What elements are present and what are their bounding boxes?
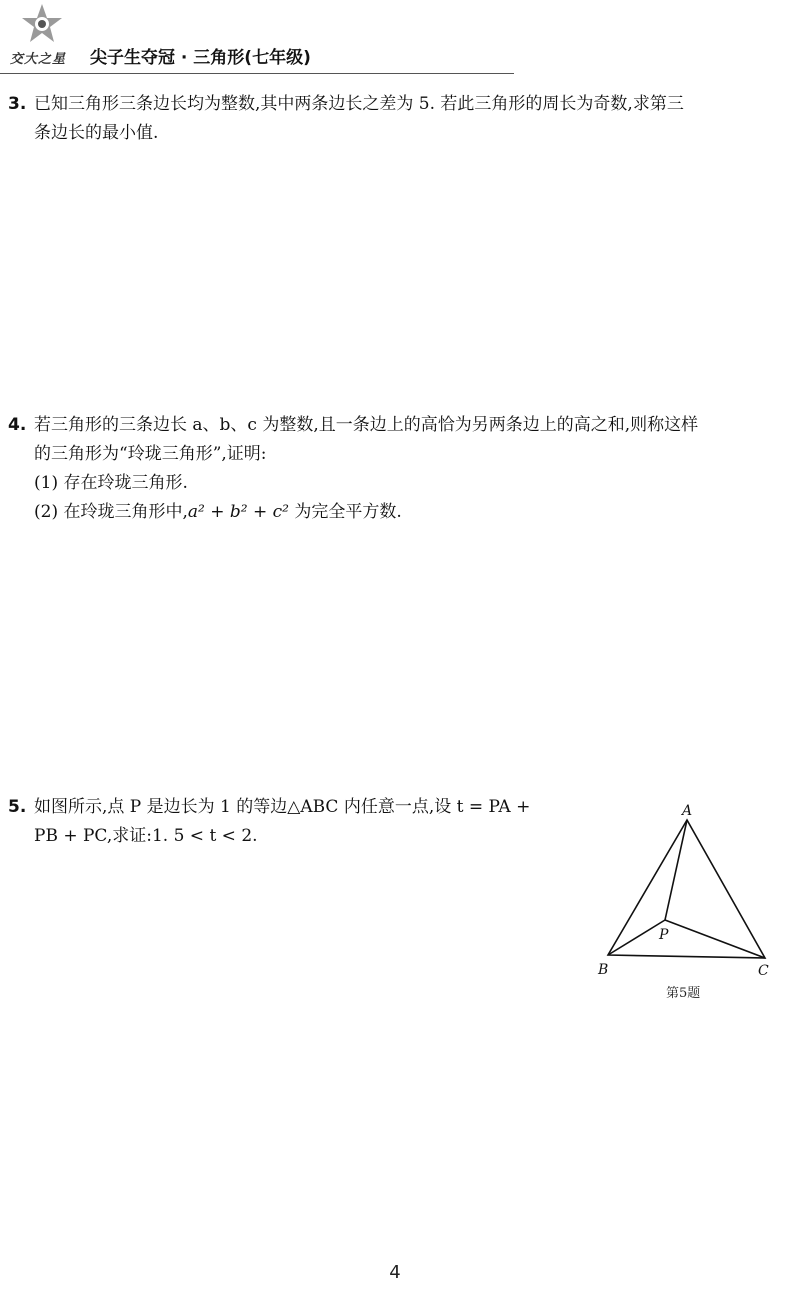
problem-4-part-2 bbox=[8, 498, 698, 527]
part-2-suffix: 为完全平方数. bbox=[288, 502, 402, 522]
label-b: B bbox=[598, 962, 609, 978]
problem-3-line-1 bbox=[8, 90, 684, 119]
page-header bbox=[0, 0, 790, 80]
problem-3-line-2: 条边长的最小值. bbox=[34, 123, 159, 143]
header-title: 尖子生夺冠 · 三角形(七年级) bbox=[90, 48, 311, 68]
problem-5-line-1 bbox=[8, 793, 530, 822]
problem-text: 如图所示,点 P 是边长为 1 的等边△ABC 内任意一点,设 t = PA + bbox=[34, 797, 531, 817]
segment-pb bbox=[608, 920, 665, 955]
sum-of-squares-formula: a² + b² + c² bbox=[187, 502, 289, 522]
problem-text: 已知三角形三条边长均为整数,其中两条边长之差为 5. 若此三角形的周长为奇数,求第三 bbox=[34, 94, 684, 114]
problem-3 bbox=[8, 90, 684, 148]
header-divider bbox=[0, 73, 514, 74]
label-p: P bbox=[659, 927, 669, 943]
label-a: A bbox=[682, 803, 693, 819]
problem-4 bbox=[8, 411, 698, 527]
problem-4-line-1 bbox=[8, 411, 698, 440]
problem-5 bbox=[8, 793, 530, 851]
segment-pa bbox=[665, 820, 687, 920]
logo-text: 交大之星 bbox=[10, 52, 67, 67]
segment-pc bbox=[665, 920, 765, 958]
problem-number: 4. bbox=[8, 415, 27, 435]
problem-5-line-2: PB + PC,求证:1. 5 < t < 2. bbox=[34, 826, 258, 846]
problem-text: 若三角形的三条边长 a、b、c 为整数,且一条边上的高恰为另两条边上的高之和,则称这样 bbox=[34, 415, 699, 435]
figure-caption: 第5题 bbox=[666, 986, 701, 1001]
problem-number: 3. bbox=[8, 94, 27, 114]
part-2-prefix: (2) 在玲珑三角形中, bbox=[34, 502, 188, 522]
triangle-abc bbox=[608, 820, 765, 958]
problem-number: 5. bbox=[8, 797, 27, 817]
problem-4-line-2: 的三角形为“玲珑三角形”,证明: bbox=[34, 444, 267, 464]
label-c: C bbox=[758, 963, 769, 979]
logo bbox=[10, 2, 68, 72]
problem-4-part-1: (1) 存在玲珑三角形. bbox=[34, 473, 188, 493]
page-number: 4 bbox=[389, 1262, 401, 1283]
star-eye-icon bbox=[20, 2, 64, 46]
triangle-figure bbox=[590, 800, 780, 1005]
